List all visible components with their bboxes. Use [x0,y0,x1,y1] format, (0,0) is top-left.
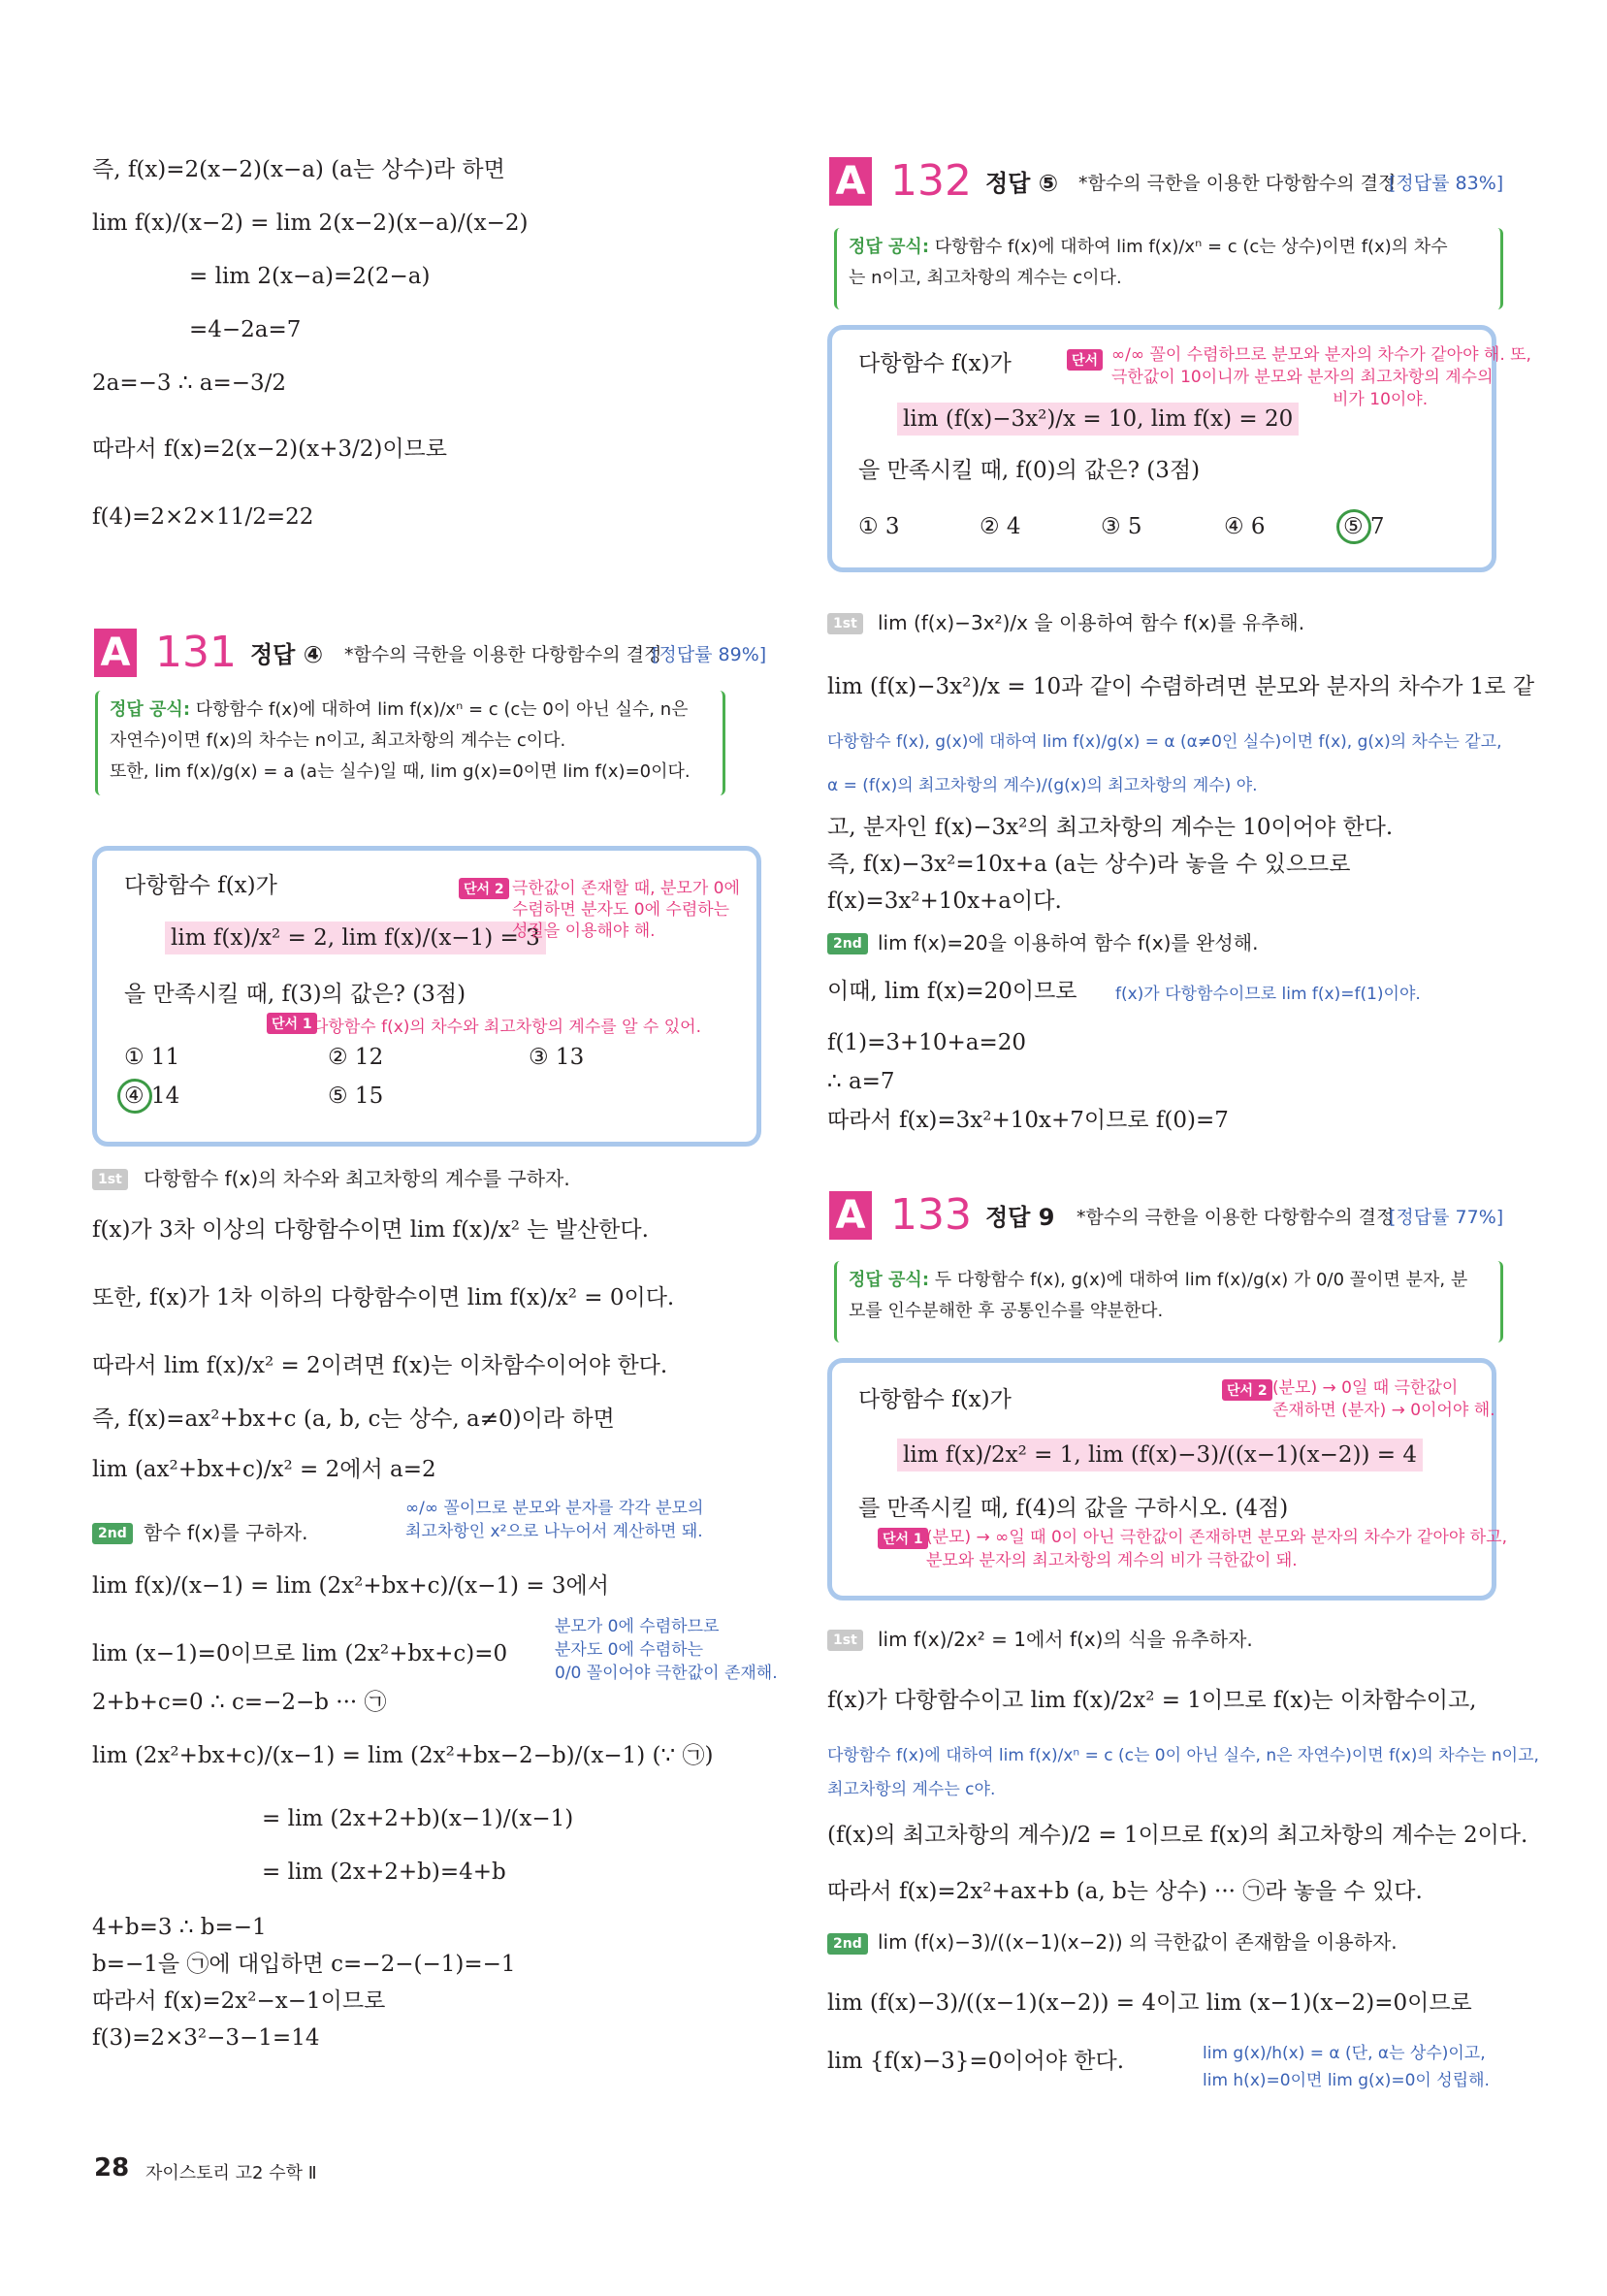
answer-label: 정답 ④ [250,641,324,668]
topic-label: *함수의 극한을 이용한 다항함수의 결정 [1078,173,1397,194]
step-badge: 2nd [827,933,868,954]
answer-label: 정답 9 [985,1204,1055,1231]
solution-line: lim (2x²+bx+c)/(x−1) = lim (2x²+bx−2−b)/(x−1) (∵ ㉠) [92,1743,714,1768]
option-4[interactable]: ④ 6 [1224,514,1266,539]
option-3[interactable]: ③ 13 [529,1045,585,1070]
hint-badge: 단서 2 [459,878,509,899]
solution-line: = lim (2x+2+b)=4+b [262,1859,506,1885]
topic-label: *함수의 극한을 이용한 다항함수의 결정 [1077,1207,1395,1228]
step-title: 다항함수 f(x)의 차수와 최고차항의 계수를 구하자. [144,1167,570,1190]
formula-line: 또한, lim f(x)/g(x) = a (a는 실수)일 때, lim g(x)=0이면 lim f(x)=0이다. [110,761,691,782]
note-text: lim g(x)/h(x) = α (단, α는 상수)이고, lim h(x)=0이면 lim g(x)=0이 성립해. [1203,2044,1490,2090]
intro-line: lim f(x)/(x−2) = lim 2(x−2)(x−a)/(x−2) [92,210,529,236]
solution-line: 4+b=3 ∴ b=−1 [92,1915,267,1940]
solution-line: f(x)가 다항함수이고 lim f(x)/2x² = 1이므로 f(x)는 이차함수이고, [827,1688,1477,1713]
solution-line: f(3)=2×3²−3−1=14 [92,2025,320,2051]
option-3[interactable]: ③ 5 [1101,514,1142,539]
problem-line: 을 만족시킬 때, f(0)의 값은? (3점) [858,458,1201,483]
correct-rate: [정답률 77%] [1389,1207,1504,1228]
formula-line: 다항함수 f(x)에 대하여 lim f(x)/xⁿ = c (c는 0이 아닌 실수, n은 [195,699,689,720]
solution-line: 따라서 f(x)=3x²+10x+7이므로 f(0)=7 [827,1108,1229,1133]
intro-line: 2a=−3 ∴ a=−3/2 [92,371,287,396]
solution-line: (f(x)의 최고차항의 계수)/2 = 1이므로 f(x)의 최고차항의 계수는 2이다. [827,1823,1528,1848]
formula-line: 는 n이고, 최고차항의 계수는 c이다. [849,268,1122,288]
solution-line: 고, 분자인 f(x)−3x²의 최고차항의 계수는 10이어야 한다. [827,815,1394,840]
problem-line: 다항함수 f(x)가 [124,873,277,898]
solution-line: f(x)가 3차 이상의 다항함수이면 lim f(x)/x² 는 발산한다. [92,1217,649,1243]
solution-line: f(x)=3x²+10x+a이다. [827,889,1062,914]
step-title: lim (f(x)−3)/((x−1)(x−2)) 의 극한값이 존재함을 이용하자. [878,1930,1398,1954]
formula-line: 모를 인수분해한 후 공통인수를 약분한다. [849,1301,1164,1321]
option-5[interactable]: ⑤ 15 [328,1083,384,1109]
problem-condition: lim f(x)/x² = 2, lim f(x)/(x−1) = 3 [165,922,546,954]
problem-line: 다항함수 f(x)가 [858,1387,1012,1412]
solution-line: ∴ a=7 [827,1069,895,1094]
step-badge: 1st [827,1630,863,1651]
topic-label: *함수의 극한을 이용한 다항함수의 결정 [344,644,662,665]
formula-box [834,228,1503,309]
note-text: 최고차항의 계수는 c야. [827,1780,996,1799]
answer-label: 정답 ⑤ [985,170,1059,197]
formula-head: 정답 공식: [110,699,191,720]
hint-text: ∞/∞ 꼴이 수렴하므로 분모와 분자의 차수가 같아야 해. 또, 극한값이 10이니까 분모와 분자의 최고차항의 계수의 비가 10이야. [1111,345,1531,409]
hint-badge: 단서 1 [267,1013,317,1034]
problem-line: 을 만족시킬 때, f(3)의 값은? (3점) [124,982,466,1007]
step-title: lim (f(x)−3x²)/x 을 이용하여 함수 f(x)를 유추해. [878,611,1305,634]
formula-line: 자연수)이면 f(x)의 차수는 n이고, 최고차항의 계수는 c이다. [110,730,566,751]
solution-line: lim f(x)/(x−1) = lim (2x²+bx+c)/(x−1) = 3에서 [92,1573,609,1599]
option-2[interactable]: ② 4 [980,514,1021,539]
step-title: lim f(x)/2x² = 1에서 f(x)의 식을 유추하자. [878,1628,1253,1651]
note-text: ∞/∞ 꼴이므로 분모와 분자를 각각 분모의 최고차항인 x²으로 나누어서 계산하면 돼. [405,1499,704,1541]
solution-line: lim (f(x)−3)/((x−1)(x−2)) = 4이고 lim (x−1)(x−2)=0이므로 [827,1990,1472,2016]
hint-text: 다항함수 f(x)의 차수와 최고차항의 계수를 알 수 있어. [312,1018,701,1037]
hint-text: 극한값이 존재할 때, 분모가 0에 수렴하면 분자도 0에 수렴하는 성질을 이용해야 해. [512,879,740,941]
problem-line: 를 만족시킬 때, f(4)의 값을 구하시오. (4점) [858,1496,1289,1521]
note-text: f(x)가 다항함수이므로 lim f(x)=f(1)이야. [1115,985,1421,1004]
option-1[interactable]: ① 11 [124,1045,180,1070]
note-text: 다항함수 f(x), g(x)에 대하여 lim f(x)/g(x) = α (α≠0인 실수)이면 f(x), g(x)의 차수는 같고, [827,732,1502,752]
formula-box [834,1261,1503,1342]
solution-line: lim (f(x)−3x²)/x = 10과 같이 수렴하려면 분모와 분자의 차수가 1로 같 [827,674,1535,699]
step-badge: 2nd [827,1933,868,1955]
intro-line: =4−2a=7 [189,317,302,342]
hint-badge: 단서 1 [878,1528,928,1549]
solution-line: b=−1을 ㉠에 대입하면 c=−2−(−1)=−1 [92,1952,516,1977]
note-text: 다항함수 f(x)에 대하여 lim f(x)/xⁿ = c (c는 0이 아닌 실수, n은 자연수)이면 f(x)의 차수는 n이고, [827,1746,1539,1765]
option-4[interactable]: ④ 14 [124,1083,180,1109]
solution-line: = lim (2x+2+b)(x−1)/(x−1) [262,1806,574,1831]
problem-tag: A [829,157,872,206]
problem-number: 133 [890,1190,972,1240]
correct-rate: [정답률 83%] [1389,173,1504,194]
solution-line: 2+b+c=0 ∴ c=−2−b ··· ㉠ [92,1690,387,1715]
solution-line: 이때, lim f(x)=20이므로 [827,979,1077,1004]
problem-condition: lim (f(x)−3x²)/x = 10, lim f(x) = 20 [897,403,1299,436]
step-title: 함수 f(x)를 구하자. [144,1521,308,1544]
formula-head: 정답 공식: [849,1270,930,1290]
step-badge: 2nd [92,1523,133,1544]
page-number: 28 [94,2153,130,2183]
note-text: 분모가 0에 수렴하므로 분자도 0에 수렴하는 0/0 꼴이어야 극한값이 존재해. [555,1617,778,1683]
solution-line: 따라서 lim f(x)/x² = 2이려면 f(x)는 이차함수이어야 한다. [92,1353,668,1378]
book-title: 자이스토리 고2 수학 Ⅱ [145,2163,317,2183]
intro-line: = lim 2(x−a)=2(2−a) [189,264,431,289]
formula-line: 두 다항함수 f(x), g(x)에 대하여 lim f(x)/g(x) 가 0/0 꼴이면 분자, 분 [934,1270,1468,1290]
intro-line: 따라서 f(x)=2(x−2)(x+3/2)이므로 [92,437,447,462]
note-text: α = (f(x)의 최고차항의 계수)/(g(x)의 최고차항의 계수) 야. [827,776,1258,795]
hint-badge: 단서 2 [1222,1379,1272,1401]
option-2[interactable]: ② 12 [328,1045,384,1070]
intro-line: f(4)=2×2×11/2=22 [92,504,314,530]
problem-line: 다항함수 f(x)가 [858,351,1012,376]
option-5[interactable]: ⑤ 7 [1343,514,1385,539]
solution-line: lim (x−1)=0이므로 lim (2x²+bx+c)=0 [92,1641,508,1666]
option-1[interactable]: ① 3 [858,514,900,539]
formula-box [95,691,725,795]
solution-line: f(1)=3+10+a=20 [827,1030,1027,1055]
solution-line: 즉, f(x)−3x²=10x+a (a는 상수)라 놓을 수 있으므로 [827,852,1351,877]
solution-line: 따라서 f(x)=2x²+ax+b (a, b는 상수) ··· ㉠라 놓을 수 있다. [827,1879,1423,1904]
formula-line: 다항함수 f(x)에 대하여 lim f(x)/xⁿ = c (c는 상수)이면 f(x)의 차수 [934,237,1448,257]
step-badge: 1st [827,613,863,634]
step-badge: 1st [92,1169,128,1190]
hint-text: (분모) → 0일 때 극한값이 존재하면 (분자) → 0이어야 해. [1272,1378,1495,1420]
solution-line: lim (ax²+bx+c)/x² = 2에서 a=2 [92,1457,436,1482]
solution-line: lim {f(x)−3}=0이어야 한다. [827,2049,1125,2074]
problem-number: 132 [890,156,972,206]
solution-line: 또한, f(x)가 1차 이하의 다항함수이면 lim f(x)/x² = 0이다. [92,1285,675,1310]
intro-line: 즉, f(x)=2(x−2)(x−a) (a는 상수)라 하면 [92,157,505,182]
correct-rate: [정답률 89%] [652,644,767,665]
step-title: lim f(x)=20을 이용하여 함수 f(x)를 완성해. [878,931,1259,954]
problem-condition: lim f(x)/2x² = 1, lim (f(x)−3)/((x−1)(x−2)) = 4 [897,1439,1423,1471]
problem-tag: A [829,1191,872,1240]
hint-text: (분모) → ∞일 때 0이 아닌 극한값이 존재하면 분모와 분자의 차수가 같아야 하고, 분모와 분자의 최고차항의 계수의 비가 극한값이 돼. [926,1528,1507,1570]
problem-tag: A [94,629,137,677]
hint-badge: 단서 [1067,349,1103,371]
problem-number: 131 [155,628,237,677]
formula-head: 정답 공식: [849,237,930,257]
solution-line: 즉, f(x)=ax²+bx+c (a, b, c는 상수, a≠0)이라 하면 [92,1407,615,1432]
solution-line: 따라서 f(x)=2x²−x−1이므로 [92,1989,386,2014]
